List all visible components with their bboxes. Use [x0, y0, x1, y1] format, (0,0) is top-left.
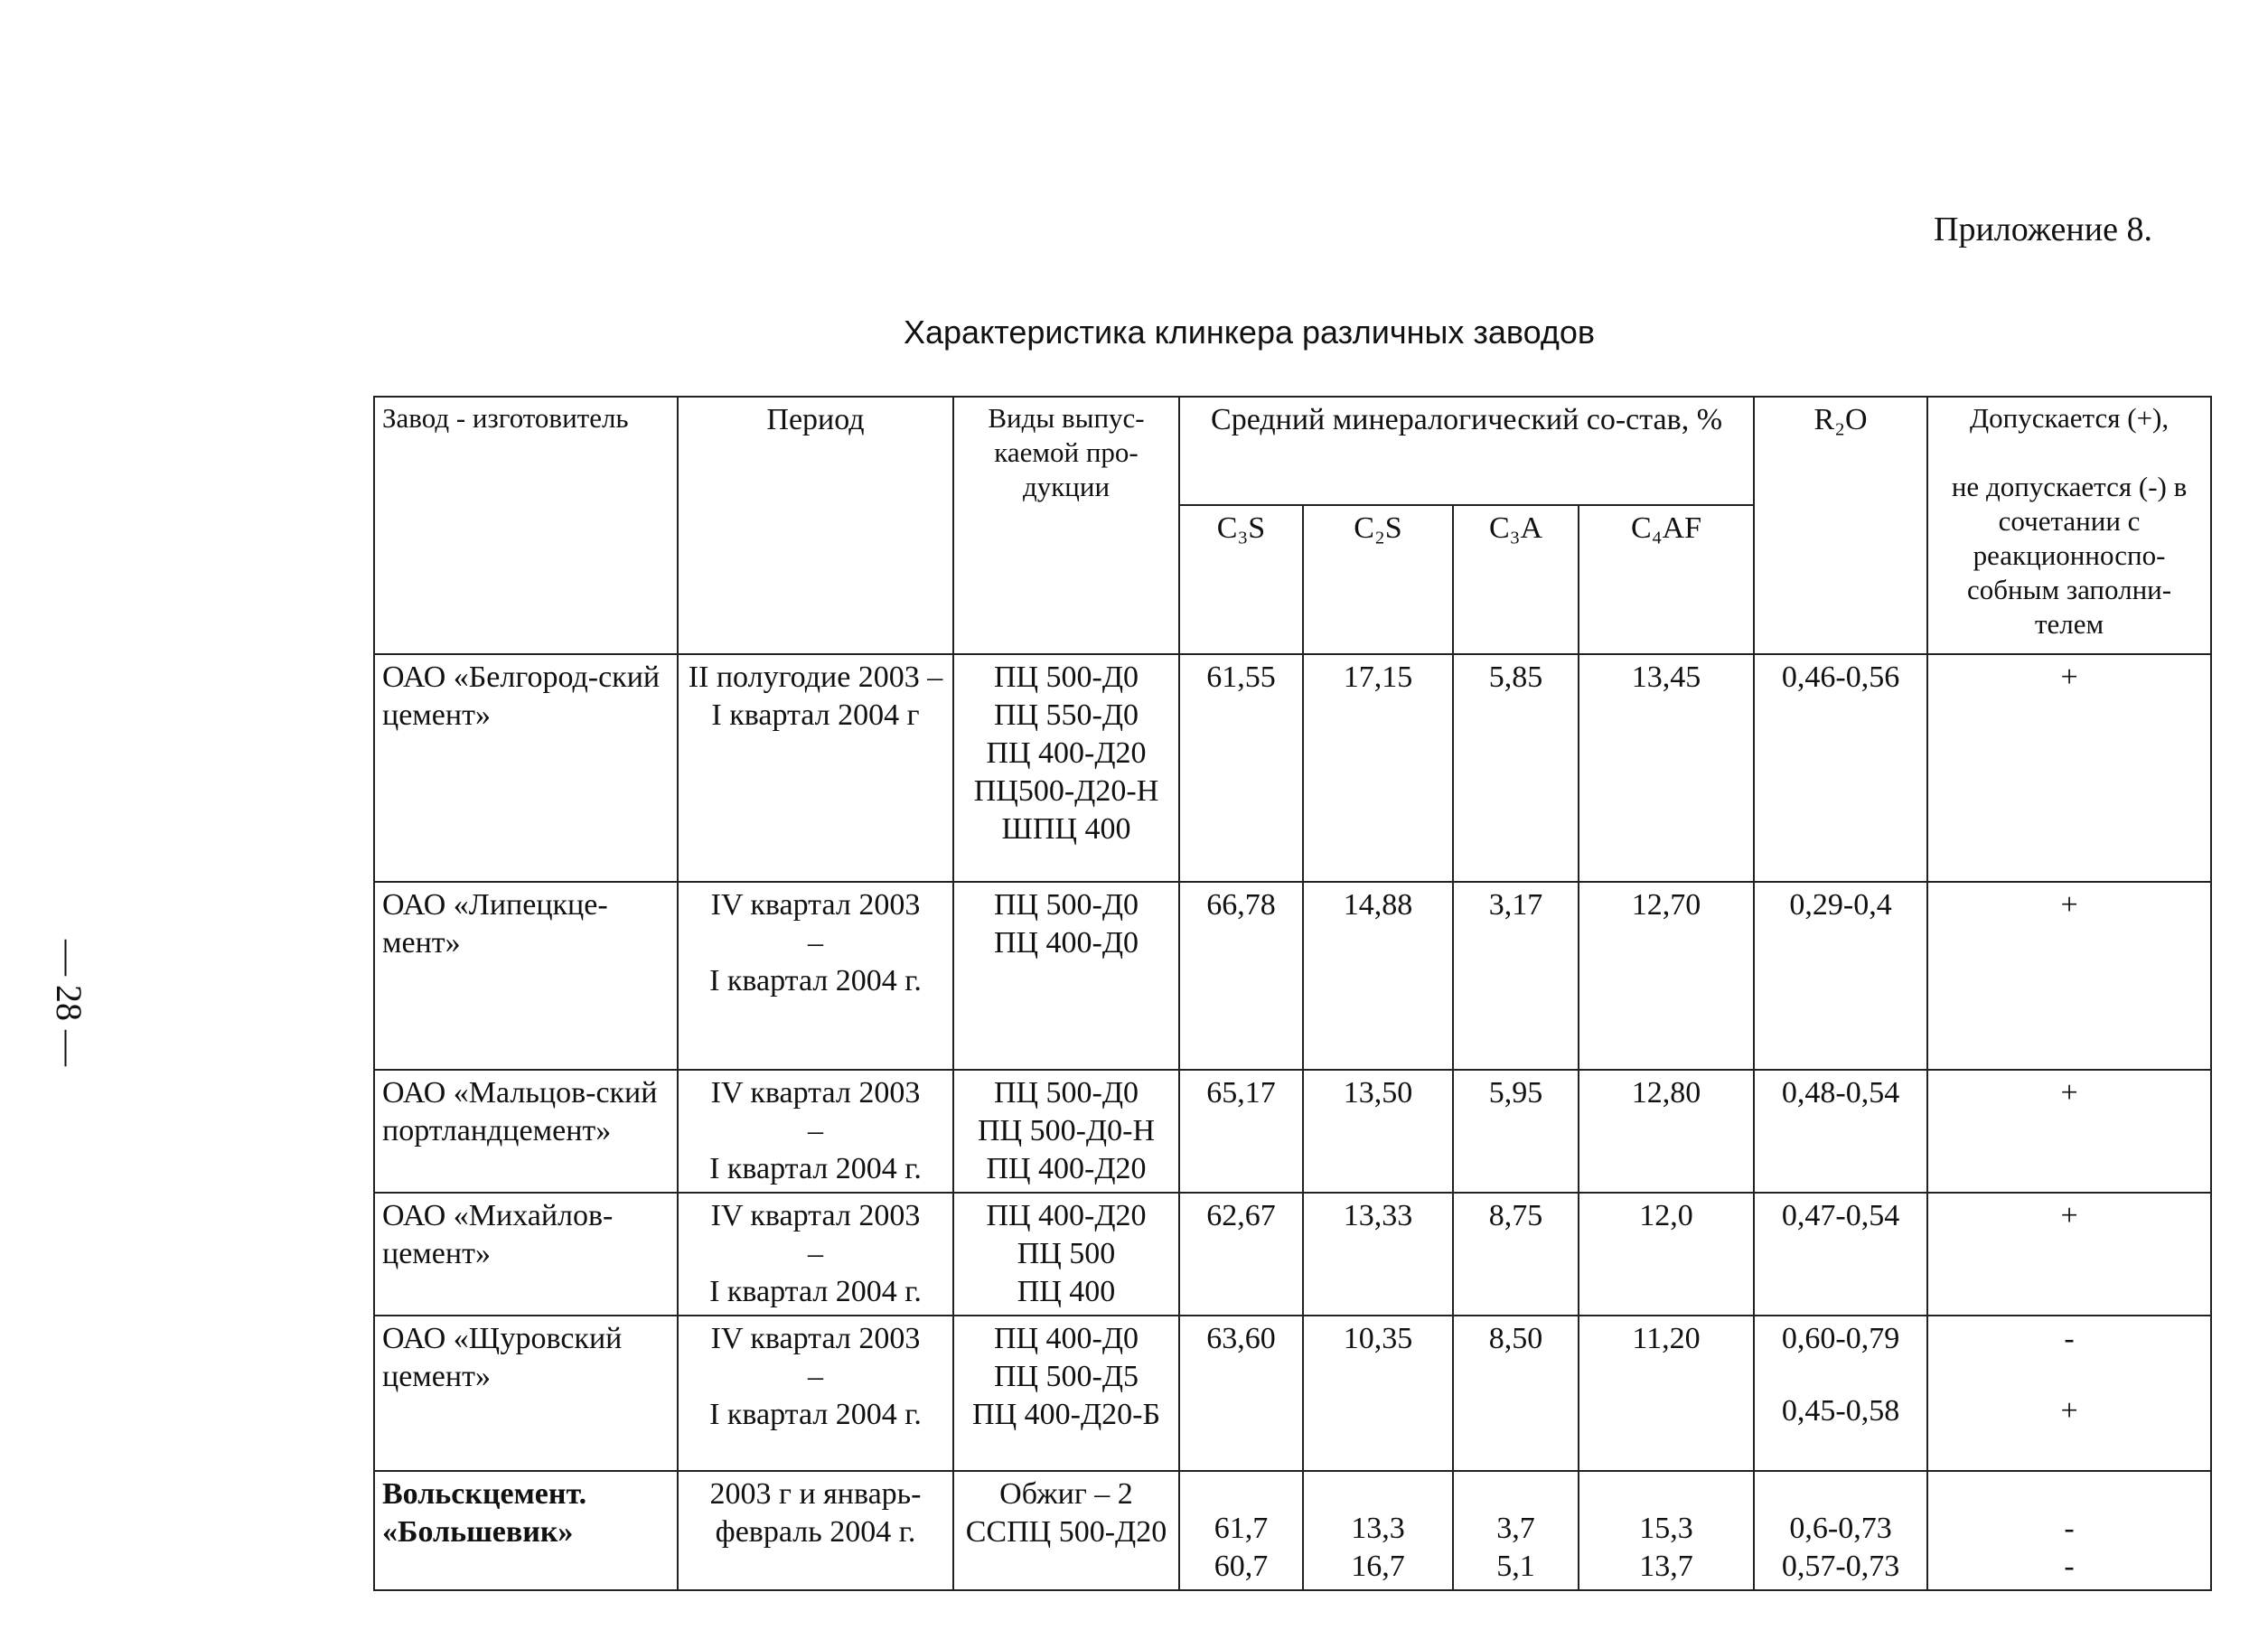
c2s-value: 13,50: [1303, 1070, 1453, 1193]
period: IV квартал 2003 – I квартал 2004 г.: [678, 882, 953, 1070]
allowed-mark: +: [1927, 882, 2211, 1070]
allowed-mark: +: [1927, 1193, 2211, 1316]
c3a-value: 5,85: [1453, 654, 1579, 882]
table-row: [374, 654, 2211, 882]
c2s-value: [1303, 1471, 1453, 1590]
c3s-value: 62,67: [1179, 1193, 1303, 1316]
plant-name: ОАО «Мальцов-ский портландцемент»: [374, 1070, 678, 1193]
c4af-value: 12,80: [1579, 1070, 1754, 1193]
appendix-label: Приложение 8.: [1934, 211, 2152, 248]
c3s-value: [1179, 1471, 1303, 1590]
r2o-value: [1754, 1471, 1927, 1590]
c2s-value: 10,35: [1303, 1316, 1453, 1471]
products: Обжиг – 2 ССПЦ 500-Д20: [953, 1471, 1179, 1590]
c3s-value-2: 60,7: [1214, 1550, 1269, 1583]
header-products: Виды выпус-каемой про-дукции: [953, 397, 1179, 654]
period: IV квартал 2003 – I квартал 2004 г.: [678, 1316, 953, 1471]
allowed-mark: [1927, 1316, 2211, 1471]
document-title: Характеристика клинкера различных заводов: [904, 314, 1595, 351]
header-row-1: [374, 397, 2211, 505]
header-r2o: R₂O: [1754, 397, 1927, 654]
products: ПЦ 400-Д0 ПЦ 500-Д5 ПЦ 400-Д20-Б: [953, 1316, 1179, 1471]
r2o-value-2: 0,57-0,73: [1781, 1550, 1900, 1583]
c2s-value: 13,33: [1303, 1193, 1453, 1316]
header-allowed-line2: не допускается (-) в сочетании с реакционноспо-собным заполни-телем: [1951, 471, 2188, 640]
r2o-value-2: 0,45-0,58: [1781, 1394, 1900, 1428]
table-row: [374, 1070, 2211, 1193]
products: ПЦ 500-Д0 ПЦ 550-Д0 ПЦ 400-Д20 ПЦ500-Д20-Н ШПЦ 400: [953, 654, 1179, 882]
c4af-value: 13,45: [1579, 654, 1754, 882]
table-row: [374, 1316, 2211, 1471]
r2o-value-1: 0,6-0,73: [1789, 1512, 1892, 1545]
c4af-value: 11,20: [1579, 1316, 1754, 1471]
period: II полугодие 2003 – I квартал 2004 г: [678, 654, 953, 882]
table-row: [374, 882, 2211, 1070]
header-allowed: [1927, 397, 2211, 654]
plant-name: ОАО «Щуровский цемент»: [374, 1316, 678, 1471]
plant-name: Вольскцемент. «Большевик»: [374, 1471, 678, 1590]
r2o-value: 0,48-0,54: [1754, 1070, 1927, 1193]
r2o-value: 0,29-0,4: [1754, 882, 1927, 1070]
products: ПЦ 500-Д0 ПЦ 400-Д0: [953, 882, 1179, 1070]
products: ПЦ 500-Д0 ПЦ 500-Д0-Н ПЦ 400-Д20: [953, 1070, 1179, 1193]
plant-name: ОАО «Михайлов-цемент»: [374, 1193, 678, 1316]
allowed-mark-2: +: [2060, 1394, 2078, 1428]
c3a-value: 8,75: [1453, 1193, 1579, 1316]
header-composition: Средний минералогический со-став, %: [1179, 397, 1754, 505]
c3s-value: 63,60: [1179, 1316, 1303, 1471]
r2o-value: 0,47-0,54: [1754, 1193, 1927, 1316]
c2s-value: 17,15: [1303, 654, 1453, 882]
period: IV квартал 2003 – I квартал 2004 г.: [678, 1193, 953, 1316]
r2o-value-1: 0,60-0,79: [1781, 1322, 1900, 1355]
c3a-value-1: 3,7: [1496, 1512, 1535, 1545]
period: 2003 г и январь-февраль 2004 г.: [678, 1471, 953, 1590]
c2s-value-1: 13,3: [1351, 1512, 1405, 1545]
allowed-mark-1: -: [2064, 1322, 2075, 1355]
products: ПЦ 400-Д20 ПЦ 500 ПЦ 400: [953, 1193, 1179, 1316]
header-period: Период: [678, 397, 953, 654]
table-row: [374, 1193, 2211, 1316]
c3s-value: 65,17: [1179, 1070, 1303, 1193]
header-plant: Завод - изготовитель: [374, 397, 678, 654]
header-allowed-line1: Допускается (+),: [1969, 402, 2170, 434]
c3s-value: 66,78: [1179, 882, 1303, 1070]
allowed-mark: +: [1927, 1070, 2211, 1193]
header-c4af: C₄AF: [1579, 505, 1754, 654]
c3s-value-1: 61,7: [1214, 1512, 1269, 1545]
r2o-value: 0,46-0,56: [1754, 654, 1927, 882]
header-c3s: C₃S: [1179, 505, 1303, 654]
c4af-value-1: 15,3: [1639, 1512, 1693, 1545]
r2o-value: [1754, 1316, 1927, 1471]
header-c3a: C₃A: [1453, 505, 1579, 654]
table-row: [374, 1471, 2211, 1590]
c3a-value-2: 5,1: [1496, 1550, 1535, 1583]
page-number: — 28 —: [49, 940, 89, 1066]
c4af-value: 12,0: [1579, 1193, 1754, 1316]
allowed-mark: [1927, 1471, 2211, 1590]
c3a-value: [1453, 1471, 1579, 1590]
c2s-value-2: 16,7: [1351, 1550, 1405, 1583]
clinker-table: [373, 396, 2212, 1591]
c3a-value: 3,17: [1453, 882, 1579, 1070]
plant-name: ОАО «Белгород-ский цемент»: [374, 654, 678, 882]
allowed-mark-1: -: [2064, 1512, 2075, 1545]
header-c2s: C₂S: [1303, 505, 1453, 654]
plant-name: ОАО «Липецкце-мент»: [374, 882, 678, 1070]
c3a-value: 8,50: [1453, 1316, 1579, 1471]
period: IV квартал 2003 – I квартал 2004 г.: [678, 1070, 953, 1193]
allowed-mark: +: [1927, 654, 2211, 882]
c4af-value: [1579, 1471, 1754, 1590]
c4af-value-2: 13,7: [1639, 1550, 1693, 1583]
c4af-value: 12,70: [1579, 882, 1754, 1070]
allowed-mark-2: -: [2064, 1550, 2075, 1583]
c2s-value: 14,88: [1303, 882, 1453, 1070]
c3a-value: 5,95: [1453, 1070, 1579, 1193]
c3s-value: 61,55: [1179, 654, 1303, 882]
